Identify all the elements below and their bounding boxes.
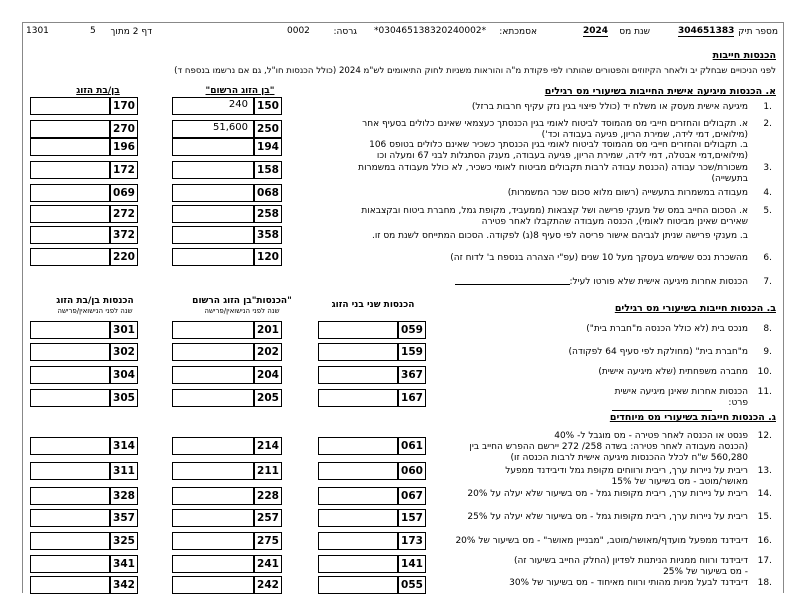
spouse-field-code: 302 — [110, 343, 138, 361]
both-spouses-field-code: 060 — [398, 462, 426, 480]
both-spouses-amount-field[interactable] — [318, 321, 398, 339]
row-label: דיבידנד ורווח ממניות הניתנות לפדיון (החלק החייב בשיעור זה) — [514, 556, 748, 566]
registered-amount-field[interactable] — [172, 555, 254, 573]
both-spouses-field-code: 367 — [398, 366, 426, 384]
spouse-amount-field[interactable] — [30, 576, 110, 594]
row-label: א. תקבולים והחזרים חייבי מס מהמוסד לביטוח לאומי בגין הכנסתך כעצמאי שאינם כלולים בסעיף אחר — [362, 119, 748, 129]
registered-field-code: 150 — [254, 97, 282, 115]
both-spouses-field-code: 173 — [398, 532, 426, 550]
tax-year-value: 2024 — [583, 26, 609, 36]
registered-amount-field[interactable] — [172, 509, 254, 527]
row-label-line2: - מס בשיעור של 25% — [663, 567, 748, 577]
row-label: מחברה משפחתית (שלא מיגיעה אישית) — [598, 367, 748, 377]
section-c-title: ג. הכנסות חייבות בשיעורי מס מיוחדים — [609, 412, 776, 423]
both-spouses-amount-field[interactable] — [318, 343, 398, 361]
row-label-line3: 560,280 ש"ח לכלל ההכנסות מיגיעה אישית לרבות הכנסה זו) — [510, 453, 748, 463]
registered-field-code: 242 — [254, 576, 282, 594]
row-label-line2: (מילואים,דמי אבטלה, דמי לידה, שמירת הריון, פגיעה בעבודה, מענק הסתגלות לבני 67 ומעלה וכו — [376, 151, 748, 161]
both-spouses-field-code: 059 — [398, 321, 426, 339]
page-label: דף 2 מתוך — [110, 27, 152, 37]
both-spouses-field-code: 055 — [398, 576, 426, 594]
row-label-line2: בתעשייה) — [711, 174, 748, 184]
spouse-field-code: 311 — [110, 462, 138, 480]
spouse-amount-field[interactable] — [30, 437, 110, 455]
page-number: 5 — [90, 26, 96, 36]
spouse-amount-field[interactable] — [30, 462, 110, 480]
spouse-field-code: 220 — [110, 248, 138, 266]
both-spouses-field-code: 067 — [398, 487, 426, 505]
row-number: 13. — [757, 466, 772, 476]
both-spouses-amount-field[interactable] — [318, 462, 398, 480]
spouse-field-code: 342 — [110, 576, 138, 594]
both-spouses-amount-field[interactable] — [318, 366, 398, 384]
row-label-line2: מאושר/מוטב - מס בשיעור של 15% — [611, 477, 748, 487]
registered-amount-field[interactable] — [172, 226, 254, 244]
spouse-field-code: 270 — [110, 120, 138, 138]
both-spouses-amount-field[interactable] — [318, 532, 398, 550]
section-a-col-spouse: בן/בת הזוג — [76, 86, 120, 96]
spouse-amount-field[interactable] — [30, 487, 110, 505]
both-spouses-amount-field[interactable] — [318, 555, 398, 573]
row-number: 3. — [763, 163, 772, 173]
registered-amount-value: 51,600 — [213, 122, 248, 133]
spouse-amount-field[interactable] — [30, 389, 110, 407]
spouse-field-code: 325 — [110, 532, 138, 550]
other-income-line — [455, 284, 570, 285]
registered-amount-field[interactable] — [172, 321, 254, 339]
both-spouses-amount-field[interactable] — [318, 576, 398, 594]
registered-field-code: 201 — [254, 321, 282, 339]
row-number: 10. — [757, 367, 772, 377]
both-spouses-amount-field[interactable] — [318, 487, 398, 505]
spouse-amount-field[interactable] — [30, 184, 110, 202]
row-number: 18. — [757, 578, 772, 588]
registered-field-code: 120 — [254, 248, 282, 266]
version-label: גרסה: — [333, 27, 357, 37]
registered-amount-value: 240 — [228, 99, 248, 110]
spouse-field-code: 301 — [110, 321, 138, 339]
spouse-amount-field[interactable] — [30, 205, 110, 223]
row-label: מעבודה במשמרות בתעשייה (רשום מלוא סכום שכר המשמרות) — [507, 188, 748, 198]
spouse-field-code: 328 — [110, 487, 138, 505]
spouse-amount-field[interactable] — [30, 97, 110, 115]
registered-amount-field[interactable] — [172, 343, 254, 361]
spouse-amount-field[interactable] — [30, 343, 110, 361]
registered-field-code: 202 — [254, 343, 282, 361]
both-spouses-field-code: 141 — [398, 555, 426, 573]
registered-field-code: 250 — [254, 120, 282, 138]
row-label-line2: (מילואים, דמי לידה, שמירת הריון, פגיעה בעבודה וכד') — [541, 130, 748, 140]
row-number: 6. — [763, 253, 772, 263]
both-spouses-field-code: 061 — [398, 437, 426, 455]
registered-field-code: 068 — [254, 184, 282, 202]
registered-amount-field[interactable] — [172, 138, 254, 156]
tax-year-label: שנת מס — [619, 27, 650, 37]
registered-field-code: 204 — [254, 366, 282, 384]
spouse-amount-field[interactable] — [30, 532, 110, 550]
section-a-title: א. הכנסות מיגיעה אישית החייבות בשיעורי מס רגילים — [544, 86, 776, 97]
registered-amount-field[interactable] — [172, 462, 254, 480]
spouse-field-code: 304 — [110, 366, 138, 384]
registered-field-code: 241 — [254, 555, 282, 573]
spouse-amount-field[interactable] — [30, 555, 110, 573]
spouse-field-code: 314 — [110, 437, 138, 455]
registered-amount-field[interactable] — [172, 161, 254, 179]
registered-amount-field[interactable] — [172, 437, 254, 455]
section-b-col-spouse-sub: שנה לפני הנישואין/פרישה — [57, 307, 133, 315]
row-label: ריבית על ניירות ערך, ריבית מקופות גמל - מס בשיעור שלא יעלה על 25% — [467, 512, 748, 522]
both-spouses-field-code: 167 — [398, 389, 426, 407]
intro-text: לפני הניכויים שבחלק יב ולאחר הקיזוזים והפטורים שהותרו לפי פקודת מ"ה והוראות משניות לחוק התיאומים לש"מ 2024 (כולל הכנסות חו"ל, גם אם נרשמו בנספח ד) — [174, 66, 776, 76]
row-number: 12. — [757, 431, 772, 441]
registered-amount-field[interactable] — [172, 389, 254, 407]
spouse-field-code: 196 — [110, 138, 138, 156]
spouse-amount-field[interactable] — [30, 120, 110, 138]
registered-amount-field[interactable] — [172, 205, 254, 223]
spouse-field-code: 172 — [110, 161, 138, 179]
both-spouses-amount-field[interactable] — [318, 389, 398, 407]
row-number: 4. — [763, 188, 772, 198]
registered-field-code: 158 — [254, 161, 282, 179]
spouse-amount-field[interactable] — [30, 509, 110, 527]
row-label: מהשכרת נכס ששימש בעסקך מעל 10 שנים (עפ"י הצהרה בנספח ב' לדוח זה) — [450, 253, 748, 263]
row-label: ריבית על ניירות ערך, ריבית ורווחים מקופת גמל ודיבידנד ממפעל — [505, 466, 748, 476]
registered-amount-field[interactable] — [172, 366, 254, 384]
row-label: משכורת/שכר עבודה (הכנסת עבודה לרבות תקבולים מביטוח לאומי כשכיר, לא כולל מעבודה במשמרות — [358, 163, 748, 173]
row-label: דיבידנד ממפעל מועדף/מאושר/מוטב, "מבנייין מאושר" - מס בשיעור של 20% — [455, 536, 748, 546]
spouse-amount-field[interactable] — [30, 226, 110, 244]
row-number: 9. — [763, 347, 772, 357]
both-spouses-field-code: 157 — [398, 509, 426, 527]
registered-field-code: 211 — [254, 462, 282, 480]
row-number: 1. — [763, 102, 772, 112]
registered-amount-field[interactable] — [172, 248, 254, 266]
row-label: ב. מענקי פרישה שניתן לגביהם אישור פריסה לפי סעיף 8(ג) לפקודה. הסכום המתייחס לשנת מס זו. — [372, 231, 748, 241]
reference-value: *030465138320240002* — [374, 26, 487, 36]
registered-field-code: 358 — [254, 226, 282, 244]
registered-field-code: 257 — [254, 509, 282, 527]
spouse-field-code: 305 — [110, 389, 138, 407]
registered-field-code: 214 — [254, 437, 282, 455]
row-label: ב. תקבולים והחזרים חייבי מס מהמוסד לביטוח לאומי בגין הכנסתך כשכיר שאינם כלולים בטופס 106 — [369, 140, 748, 150]
registered-amount-field[interactable] — [172, 532, 254, 550]
spouse-field-code: 341 — [110, 555, 138, 573]
registered-field-code: 194 — [254, 138, 282, 156]
registered-field-code: 275 — [254, 532, 282, 550]
row-label: א. הסכום החייב במס של מענקי פרישה ושל קצבאות (ממעביד, מקופת גמל, מחברת ביטוח ובקצבאות — [361, 206, 748, 216]
row-label: דיבידנד לבעל מניות מהותי ורווח מאיחוד - מס בשיעור של 30% — [509, 578, 748, 588]
spouse-amount-field[interactable] — [30, 366, 110, 384]
spouse-amount-field[interactable] — [30, 321, 110, 339]
registered-amount-field[interactable] — [172, 184, 254, 202]
row-number: 14. — [757, 489, 772, 499]
spouse-amount-field[interactable] — [30, 248, 110, 266]
section-b-title: ב. הכנסות חייבות בשיעורי מס רגילים — [614, 303, 776, 314]
form-number: 1301 — [26, 26, 49, 36]
reference-label: אסמכתא: — [499, 27, 537, 37]
section-b-col-registered: הכנסות"בן הזוג הרשום" — [192, 296, 292, 306]
row-number: 2. — [763, 119, 772, 129]
row-label: מיגיעה אישית מעסק או משלח יד (כולל פיצוי בגין נזק עקיף חרבות ברזל) — [471, 102, 748, 112]
section-b-col-both: הכנסות שני בני הזוג — [331, 300, 415, 310]
registered-field-code: 205 — [254, 389, 282, 407]
row-label: הכנסות אחרות מיגיעה אישית שלא פורטו לעיל: — [569, 277, 748, 287]
row-number: 16. — [757, 536, 772, 546]
both-spouses-amount-field[interactable] — [318, 437, 398, 455]
spouse-field-code: 357 — [110, 509, 138, 527]
row-label: מנכס בית (לא כולל הכנסה מ"חברת בית") — [586, 324, 748, 334]
spouse-field-code: 372 — [110, 226, 138, 244]
section-b-col-spouse: הכנסות בן/בת הזוג — [56, 296, 134, 306]
row-number: 5. — [763, 206, 772, 216]
row-label-line2: פרט: — [728, 398, 748, 408]
version-value: 0002 — [287, 26, 310, 36]
row-number: 11. — [757, 387, 772, 397]
registered-field-code: 228 — [254, 487, 282, 505]
both-spouses-amount-field[interactable] — [318, 509, 398, 527]
registered-field-code: 258 — [254, 205, 282, 223]
row-number: 7. — [763, 277, 772, 287]
spouse-field-code: 069 — [110, 184, 138, 202]
row-label: מ"חברת בית" (מחולקת לפי סעיף 64 לפקודה) — [568, 347, 748, 357]
row-number: 17. — [757, 556, 772, 566]
section-b-col-registered-sub: שנה לפני הנישואין/פרישה — [204, 307, 280, 315]
row-number: 15. — [757, 512, 772, 522]
row-label: ריבית על ניירות ערך, ריבית מקופות גמל - מס בשיעור שלא יעלה על 20% — [467, 489, 748, 499]
row-label-line2: שאירים שאינן מביטוח לאומי), הכנסה מעבודה שהתקבלו לאחר פטירה — [481, 217, 748, 227]
registered-amount-field[interactable] — [172, 576, 254, 594]
file-number-value: 304651383 — [678, 26, 735, 36]
file-number-label: מספר תיק — [738, 27, 778, 37]
spouse-field-code: 170 — [110, 97, 138, 115]
row-number: 8. — [763, 324, 772, 334]
row-label-line2: (הכנסה מעבודה לאחר פטירה: בשדה 258/ 272 יירשם ההפרש החייב בין — [469, 442, 748, 452]
spouse-amount-field[interactable] — [30, 161, 110, 179]
row-label: הכנסות אחרות שאינן מיגיעה אישית — [614, 387, 748, 397]
section-a-col-registered: "בן הזוג הרשום" — [205, 86, 275, 96]
spouse-field-code: 272 — [110, 205, 138, 223]
row-label: פנסט או הכנסה לאחר פטירה - מס מוגבל ל- 40% — [554, 431, 748, 441]
registered-amount-field[interactable] — [172, 487, 254, 505]
both-spouses-field-code: 159 — [398, 343, 426, 361]
detail-line — [612, 410, 712, 411]
page-title: הכנסות חייבות — [712, 50, 776, 61]
spouse-amount-field[interactable] — [30, 138, 110, 156]
